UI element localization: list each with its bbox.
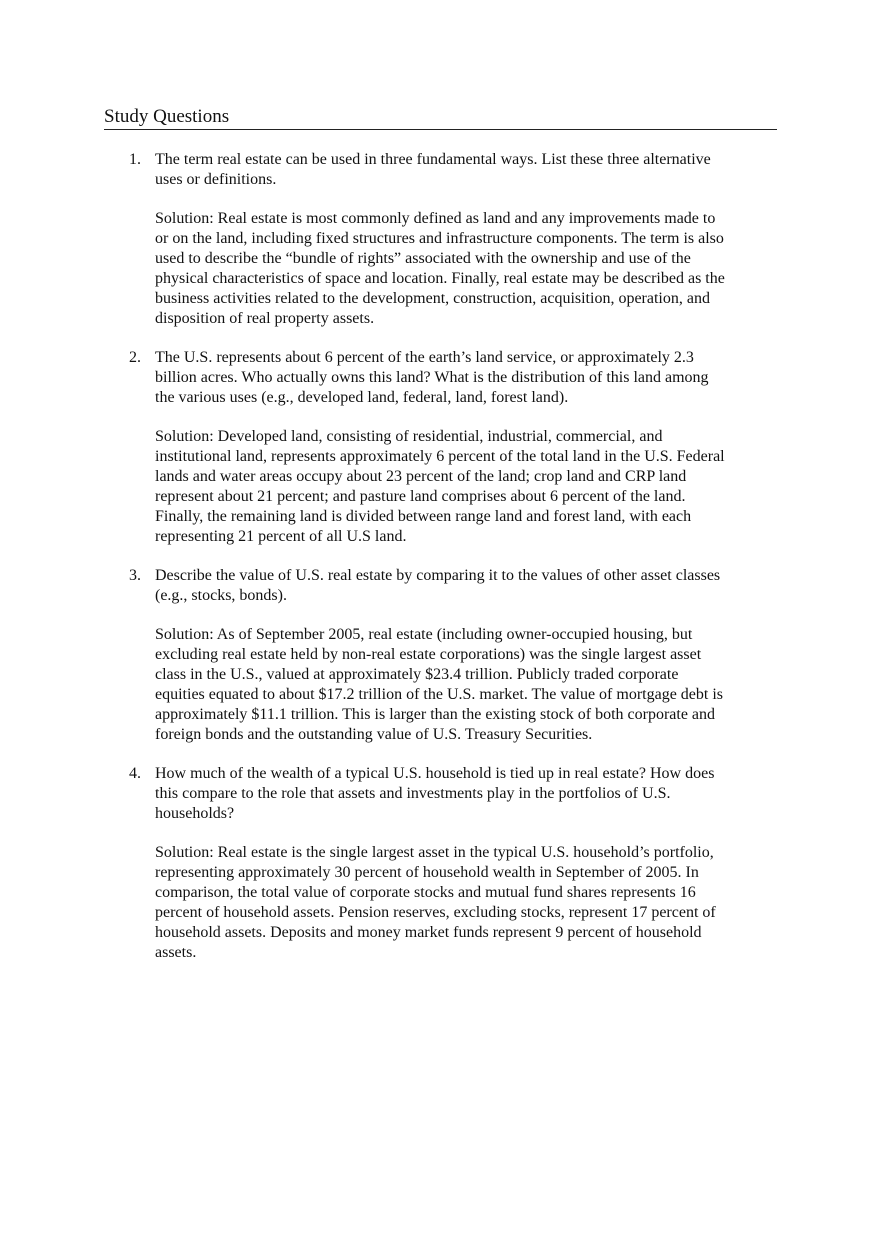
question-number: 2. <box>129 349 141 366</box>
question-number: 3. <box>129 567 141 584</box>
question-text: The term real estate can be used in three fundamental ways. List these three alternative uses or definitions. <box>155 151 711 188</box>
study-question <box>0 566 880 745</box>
question-number: 1. <box>129 151 141 168</box>
solution-text: Solution: Real estate is most commonly defined as land and any improvements made to or on the land, including fixed structures and infrastructure components. The term is also used to describe the “bundle of rights” associated with the ownership and use of the physical characteristics of space and location. Finally, real estate may be described as the business activities related to the development, construction, acquisition, operation, and disposition of real property assets. <box>155 210 725 327</box>
solution-text: Solution: Developed land, consisting of residential, industrial, commercial, and institutional land, represents approximately 6 percent of the total land in the U.S. Federal lands and water areas occupy about 23 percent of the land; crop land and CRP land represent about 21 percent; and pasture land comprises about 6 percent of the land. Finally, the remaining land is divided between range land and forest land, with each representing 21 percent of all U.S land. <box>155 428 725 545</box>
question-text: The U.S. represents about 6 percent of the earth’s land service, or approximately 2.3 billion acres. Who actually owns this land? What is the distribution of this land among the various uses (e.g., developed land, federal, land, forest land). <box>155 349 709 406</box>
study-question <box>0 764 880 963</box>
question-text: Describe the value of U.S. real estate by comparing it to the values of other asset classes (e.g., stocks, bonds). <box>155 567 721 604</box>
study-question <box>0 348 880 547</box>
study-question-list <box>0 150 880 982</box>
solution-text: Solution: As of September 2005, real estate (including owner-occupied housing, but excluding real estate held by non-real estate corporations) was the single largest asset class in the U.S., valued at approximately $23.4 trillion. Publicly traded corporate equities equated to about $17.2 trillion of the U.S. market. The value of mortgage debt is approximately $11.1 trillion. This is larger than the existing stock of both corporate and foreign bonds and the outstanding value of U.S. Treasury Securities. <box>155 626 724 743</box>
question-number: 4. <box>129 765 141 782</box>
section-heading: Study Questions <box>104 106 777 130</box>
study-question <box>0 150 880 329</box>
solution-text: Solution: Real estate is the single largest asset in the typical U.S. household’s portfolio, representing approximately 30 percent of household wealth in September of 2005. In comparison, the total value of corporate stocks and mutual fund shares represents 16 percent of household assets. Pension reserves, excluding stocks, represent 17 percent of household assets. Deposits and money market funds represent 9 percent of household assets. <box>155 844 716 961</box>
question-text: How much of the wealth of a typical U.S. household is tied up in real estate? How does this compare to the role that assets and investments play in the portfolios of U.S. households? <box>155 765 715 822</box>
